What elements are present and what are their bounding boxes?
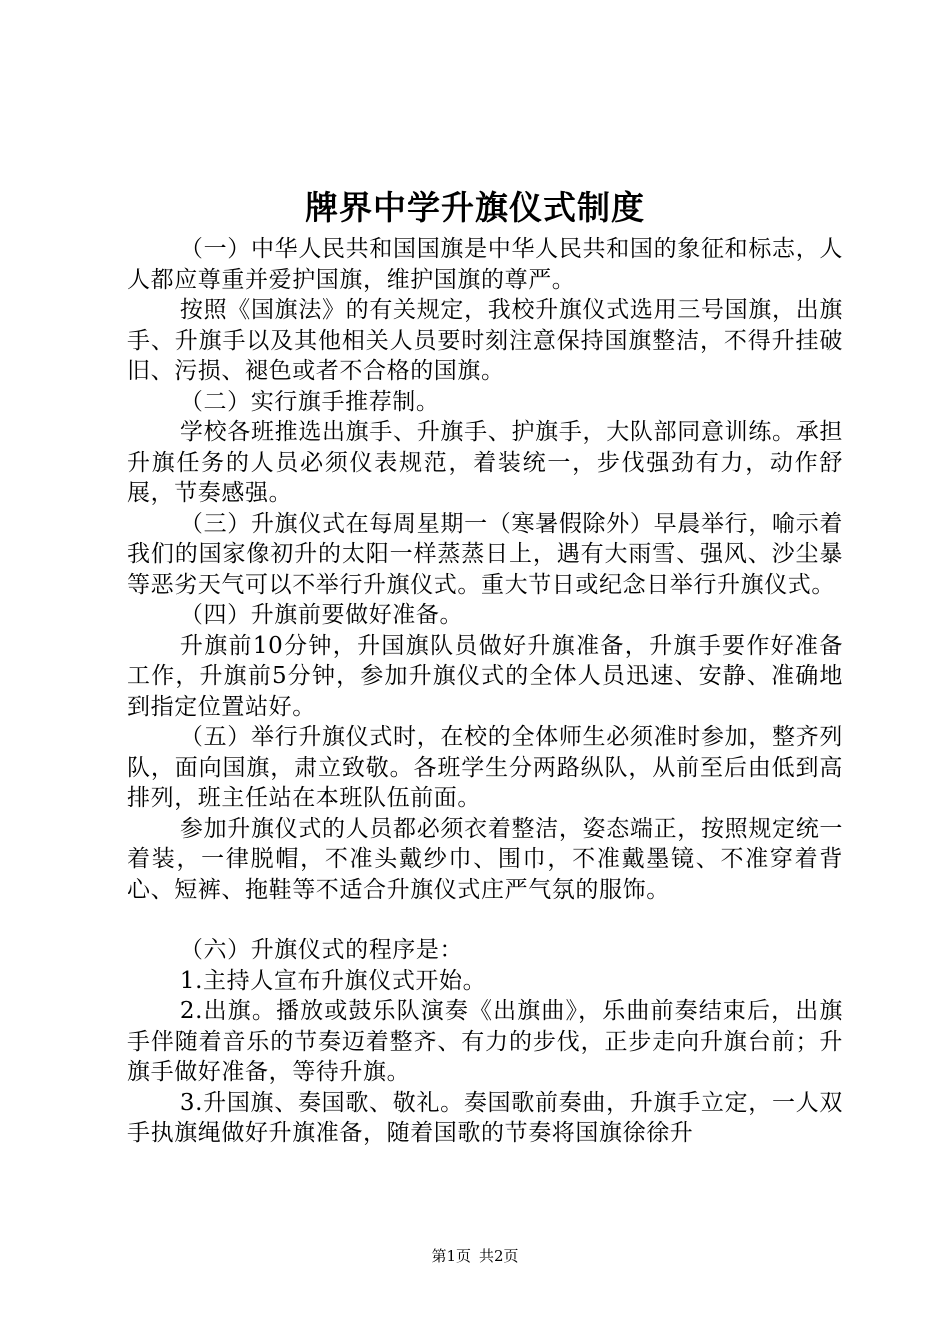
- paragraph: 1.主持人宣布升旗仪式开始。: [179, 967, 487, 994]
- document-title: 牌界中学升旗仪式制度: [305, 188, 645, 227]
- paragraph: 升旗前10分钟，升国旗队员做好升旗准备，升旗手要作好准备工作，升旗前5分钟，参加升旗仪式的全体人员迅速、安静、准确地到指定位置站好。: [127, 632, 843, 720]
- paragraph: 3.升国旗、奏国歌、敬礼。奏国歌前奏曲，升旗手立定，一人双手执旗绳做好升旗准备，随着国歌的节奏将国旗徐徐升: [127, 1089, 843, 1146]
- page-footer: [0, 1246, 950, 1266]
- page-total: 共2页: [479, 1247, 519, 1265]
- paragraph: （二）实行旗手推荐制。: [179, 388, 440, 415]
- paragraph: （六）升旗仪式的程序是：: [179, 937, 464, 963]
- paragraph: （一）中华人民共和国国旗是中华人民共和国的象征和标志，人人都应尊重并爱护国旗，维护国旗的尊严。: [127, 236, 843, 293]
- paragraph: （四）升旗前要做好准备。: [179, 602, 464, 628]
- paragraph: 参加升旗仪式的人员都必须衣着整洁，姿态端正，按照规定统一着装，一律脱帽，不准头戴纱巾、围巾，不准戴墨镜、不准穿着背心、短裤、拖鞋等不适合升旗仪式庄严气氛的服饰。: [127, 815, 843, 903]
- paragraph: 2.出旗。播放或鼓乐队演奏《出旗曲》，乐曲前奏结束后，出旗手伴随着音乐的节奏迈着整齐、有力的步伐，正步走向升旗台前；升旗手做好准备，等待升旗。: [127, 998, 843, 1085]
- paragraph: （三）升旗仪式在每周星期一（寒暑假除外）早晨举行，喻示着我们的国家像初升的太阳一样蒸蒸日上，遇有大雨雪、强风、沙尘暴等恶劣天气可以不举行升旗仪式。重大节日或纪念日举行升旗仪式。: [127, 510, 843, 598]
- paragraph: 按照《国旗法》的有关规定，我校升旗仪式选用三号国旗，出旗手、升旗手以及其他相关人员要时刻注意保持国旗整洁，不得升挂破旧、污损、褪色或者不合格的国旗。: [127, 297, 843, 384]
- page-number: 第1页: [431, 1247, 471, 1265]
- paragraph: 学校各班推选出旗手、升旗手、护旗手，大队部同意训练。承担升旗任务的人员必须仪表规范，着装统一，步伐强劲有力，动作舒展，节奏感强。: [127, 419, 843, 506]
- document-body: [127, 234, 843, 1149]
- paragraph: （五）举行升旗仪式时，在校的全体师生必须准时参加，整齐列队，面向国旗，肃立致敬。各班学生分两路纵队，从前至后由低到高排列，班主任站在本班队伍前面。: [127, 724, 843, 811]
